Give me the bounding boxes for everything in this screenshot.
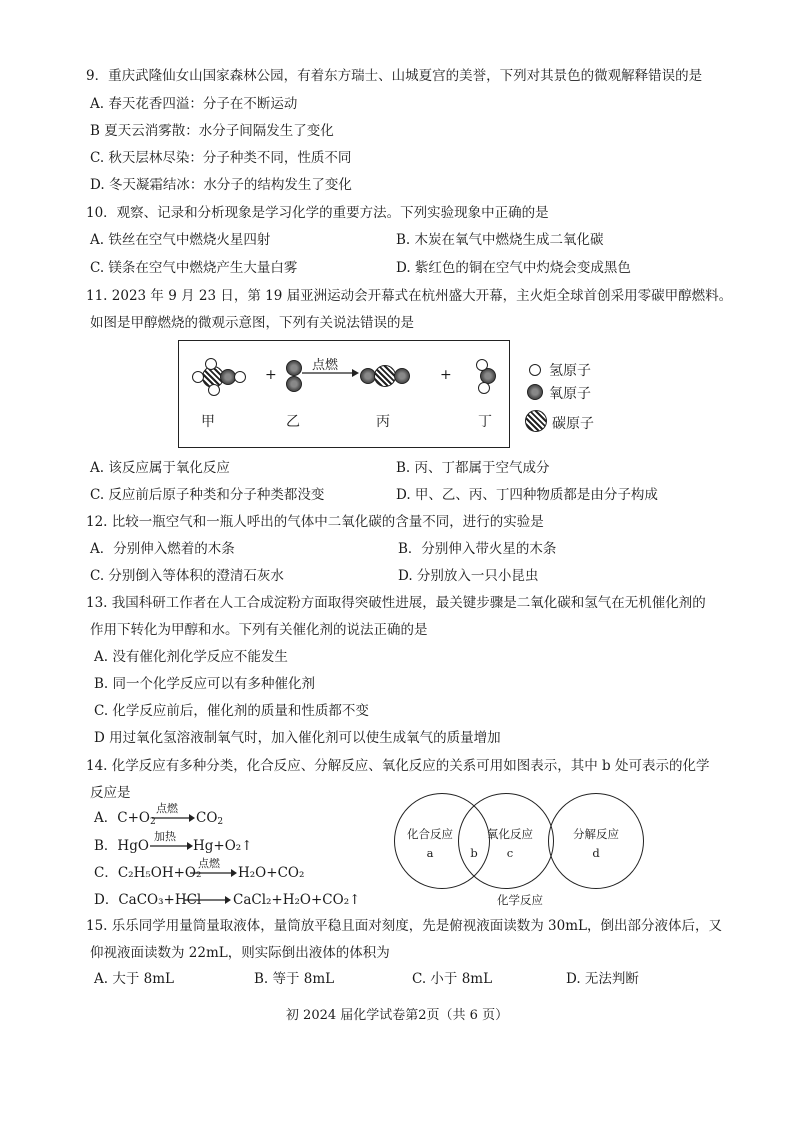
q14-c-product: H₂O+CO₂: [238, 865, 305, 881]
molecule-ding: [474, 358, 504, 394]
oxygen-atom: [286, 376, 302, 392]
q13-stem-line1: 13. 我国科研工作者在人工合成淀粉方面取得突破性进展，最关键步骤是二氧化碳和氢气在无机催化剂的: [86, 595, 706, 611]
label-yi: 乙: [286, 414, 300, 430]
label-ding: 丁: [478, 414, 492, 430]
q12-option-b: B．分别伸入带火星的木条: [398, 541, 557, 557]
q11-stem-line2: 如图是甲醇燃烧的微观示意图，下列有关说法错误的是: [90, 315, 414, 331]
q9-option-a: A. 春天花香四溢：分子在不断运动: [90, 96, 298, 112]
q9-option-c: C. 秋天层林尽染：分子种类不同，性质不同: [90, 150, 352, 166]
legend-hydrogen: 氢原子: [549, 363, 591, 379]
q14-d-arrow: [184, 895, 232, 905]
q14-option-d: D．CaCO₃+HCl: [94, 892, 202, 908]
q15-stem-line1: 15. 乐乐同学用量筒量取液体，量筒放平稳且面对刻度，先是俯视液面读数为 30mL，倒出部分液体后，又: [86, 918, 722, 934]
legend-carbon: 碳原子: [552, 416, 594, 432]
q12-option-a: A．分别伸入燃着的木条: [90, 541, 235, 557]
label-jia: 甲: [201, 414, 215, 430]
q13-option-d: D 用过氧化氢溶液制氧气时，加入催化剂可以使生成氧气的质量增加: [94, 730, 501, 746]
venn-letter-c: c: [506, 846, 514, 860]
q10-option-a: A. 铁丝在空气中燃烧火星四射: [90, 232, 271, 248]
q12-stem: 12. 比较一瓶空气和一瓶人呼出的气体中二氧化碳的含量不同，进行的实验是: [86, 514, 544, 530]
venn-label-decomposition: 分解反应: [573, 827, 619, 841]
q9-option-b: B 夏天云消雾散：水分子间隔发生了变化: [90, 123, 334, 139]
q12-option-d: D. 分别放入一只小昆虫: [398, 568, 539, 584]
q13-stem-line2: 作用下转化为甲醇和水。下列有关催化剂的说法正确的是: [90, 622, 428, 638]
q14-option-b: B．HgO: [94, 838, 149, 854]
q14-b-product: Hg+O₂↑: [193, 838, 253, 854]
q14-b-arrow: [150, 841, 194, 851]
plus-sign-1: +: [265, 367, 277, 383]
q14-option-c: C．C₂H₅OH+O₂: [94, 865, 202, 881]
molecule-jia: [186, 356, 248, 396]
q11-stem-line1: 11. 2023 年 9 月 23 日，第 19 届亚洲运动会开幕式在杭州盛大开幕，主火炬全球首创采用零碳甲醇燃料。: [86, 288, 733, 304]
q14-stem-line1: 14. 化学反应有多种分类，化合反应、分解反应、氧化反应的关系可用如图表示，其中 b 处可表示的化学: [86, 758, 710, 774]
venn-letter-b: b: [470, 846, 478, 860]
legend-oxygen: 氧原子: [549, 386, 591, 402]
venn-caption: 化学反应: [497, 893, 543, 907]
hydrogen-atom: [478, 382, 490, 394]
q11-option-c: C. 反应前后原子种类和分子种类都没变: [90, 487, 325, 503]
q15-stem-line2: 仰视液面读数为 22mL，则实际倒出液体的体积为: [90, 945, 390, 961]
q10-option-b: B. 木炭在氧气中燃烧生成二氧化碳: [396, 232, 604, 248]
venn-letter-a: a: [426, 846, 434, 860]
q15-option-b: B. 等于 8mL: [254, 971, 335, 987]
q15-option-d: D. 无法判断: [566, 971, 639, 987]
q14-b-condition: 加热: [154, 830, 176, 843]
q12-option-c: C. 分别倒入等体积的澄清石灰水: [90, 568, 284, 584]
carbon-atom: [374, 365, 396, 387]
q11-option-d: D. 甲、乙、丙、丁四种物质都是由分子构成: [396, 487, 658, 503]
plus-sign-2: +: [440, 367, 452, 383]
hydrogen-atom: [234, 371, 246, 383]
venn-letter-d: d: [592, 846, 600, 860]
oxygen-atom: [394, 368, 410, 384]
hydrogen-atom: [476, 359, 488, 371]
reaction-condition: 点燃: [312, 358, 339, 373]
q15-option-c: C. 小于 8mL: [412, 971, 493, 987]
reaction-arrow: [300, 368, 360, 378]
legend-hydrogen-icon: [529, 364, 541, 376]
legend-oxygen-icon: [527, 384, 543, 400]
hydrogen-atom: [205, 358, 217, 370]
q14-a-condition: 点燃: [156, 802, 178, 815]
q13-option-a: A. 没有催化剂化学反应不能发生: [94, 649, 288, 665]
q10-option-c: C. 镁条在空气中燃烧产生大量白雾: [90, 260, 298, 276]
q14-d-product: CaCl₂+H₂O+CO₂↑: [233, 892, 361, 908]
q14-c-condition: 点燃: [198, 857, 220, 870]
venn-label-combination: 化合反应: [407, 827, 453, 841]
q9-stem: 9．重庆武隆仙女山国家森林公园，有着东方瑞士、山城夏宫的美誉，下列对其景色的微观解释错误的是: [86, 68, 703, 84]
q14-a-arrow: [152, 813, 196, 823]
q9-option-d: D. 冬天凝霜结冰：水分子的结构发生了变化: [90, 177, 352, 193]
hydrogen-atom: [192, 371, 204, 383]
q13-option-b: B. 同一个化学反应可以有多种催化剂: [94, 676, 316, 692]
molecule-bing: [360, 364, 416, 390]
q14-stem-line2: 反应是: [90, 785, 131, 801]
hydrogen-atom: [208, 384, 220, 396]
q15-option-a: A. 大于 8mL: [94, 971, 174, 987]
q11-option-a: A. 该反应属于氧化反应: [90, 460, 230, 476]
label-bing: 丙: [376, 414, 390, 430]
venn-label-oxidation: 氧化反应: [487, 827, 533, 841]
q10-option-d: D. 紫红色的铜在空气中灼烧会变成黑色: [396, 260, 631, 276]
q14-c-arrow: [190, 868, 238, 878]
q10-stem: 10．观察、记录和分析现象是学习化学的重要方法。下列实验现象中正确的是: [86, 205, 549, 221]
q13-option-c: C. 化学反应前后，催化剂的质量和性质都不变: [94, 703, 369, 719]
q14-a-product: $CO_2$: [196, 810, 224, 827]
legend-carbon-icon: [525, 410, 547, 432]
page-footer: 初 2024 届化学试卷第2页（共 6 页）: [285, 1008, 509, 1023]
q11-option-b: B. 丙、丁都属于空气成分: [396, 460, 550, 476]
q14-option-a: A．$C+O_2$: [94, 810, 156, 827]
